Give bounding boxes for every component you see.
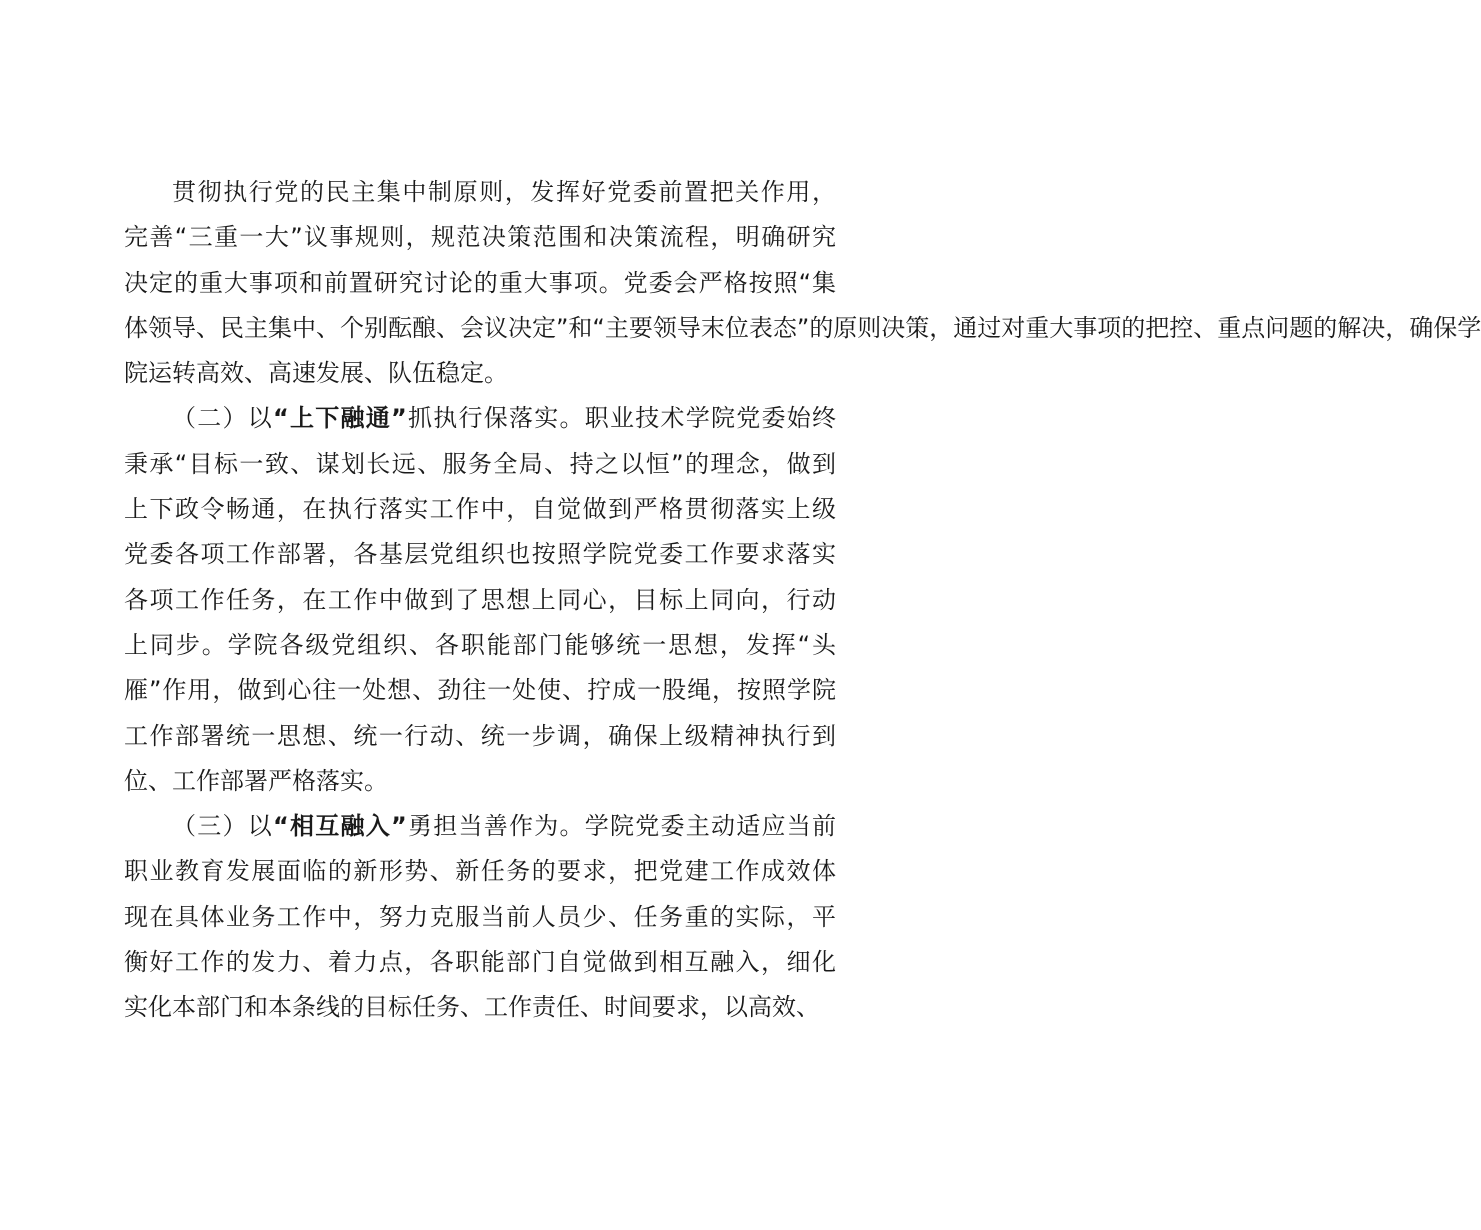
text-line: 决定的重大事项和前置研究讨论的重大事项。党委会严格按照“集 — [124, 268, 836, 297]
document-body — [124, 170, 1481, 1031]
paragraph-2 — [124, 396, 836, 804]
paragraph-3 — [124, 804, 836, 1030]
text-line: 体领导、民主集中、个别酝酿、会议决定”和“主要领导末位表态” — [124, 313, 810, 342]
text-line: 实化本部门和本条线的目标任务、工作责任、时间要求，以高效、 — [124, 993, 820, 1022]
text-line: 各项工作任务，在工作中做到了思想上同心，目标上同向，行动 — [124, 585, 836, 614]
text-line: 秉承“目标一致、谋划长远、服务全局、持之以恒”的理念，做到 — [124, 449, 836, 478]
text-line: 勇担当善作为。学院党委主动适应当前 — [406, 812, 837, 841]
text-line: 位、工作部署严格落实。 — [124, 766, 388, 795]
text-line: 贯彻执行党的民主集中制原则，发挥好党委前置把关作用， — [172, 178, 836, 206]
text-line: 雁”作用，做到心往一处想、劲往一处使、拧成一股绳，按照学院 — [124, 676, 836, 705]
text-line: 党委各项工作部署，各基层党组织也按照学院党委工作要求落实 — [124, 540, 836, 569]
section-heading-bold: “相互融入” — [273, 812, 407, 841]
text-line: 上同步。学院各级党组织、各职能部门能够统一思想，发挥“头 — [124, 630, 836, 659]
text-line: 现在具体业务工作中，努力克服当前人员少、任务重的实际，平 — [124, 902, 836, 931]
text-line: 的原则决策，通过对重大事项的把控、重点问题的解决，确保学 — [809, 313, 1481, 342]
text-line: 衡好工作的发力、着力点，各职能部门自觉做到相互融入，细化 — [124, 948, 836, 977]
section-heading-bold: “上下融通” — [273, 404, 407, 433]
text-line: 职业教育发展面临的新形势、新任务的要求，把党建工作成效体 — [124, 857, 836, 886]
text-line: 上下政令畅通，在执行落实工作中，自觉做到严格贯彻落实上级 — [124, 495, 836, 524]
section-heading-prefix: （二）以 — [172, 404, 273, 433]
paragraph-1 — [124, 170, 1481, 396]
text-line: 院运转高效、高速发展、队伍稳定。 — [124, 359, 508, 388]
text-line: 工作部署统一思想、统一行动、统一步调，确保上级精神执行到 — [124, 721, 836, 750]
section-heading-prefix: （三）以 — [172, 812, 273, 841]
text-line: 完善“三重一大”议事规则，规范决策范围和决策流程，明确研究 — [124, 223, 836, 252]
text-line: 抓执行保落实。职业技术学院党委始终 — [406, 404, 837, 433]
